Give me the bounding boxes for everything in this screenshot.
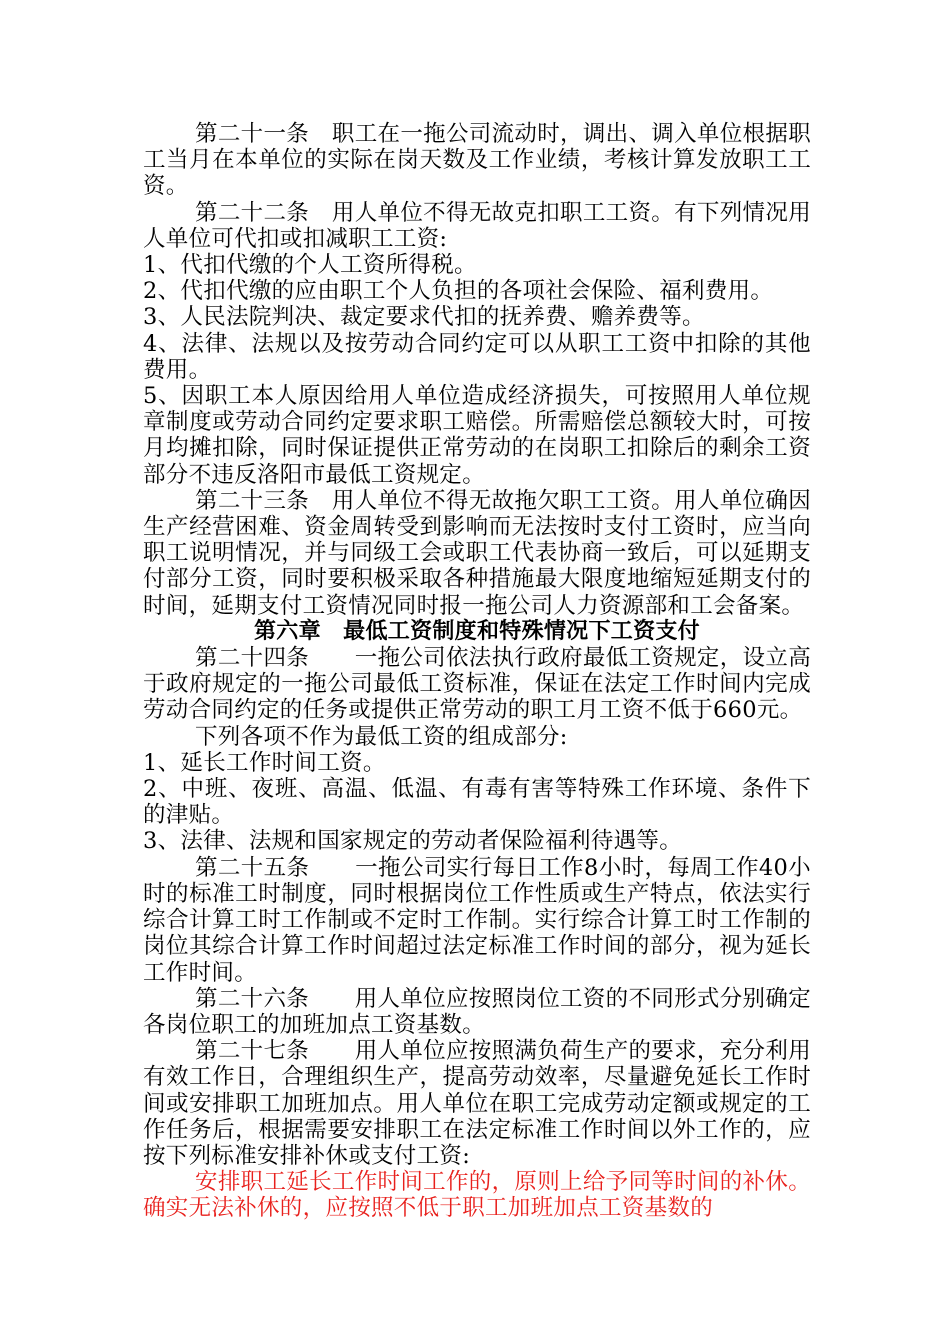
list-item: 2、代扣代缴的应由职工个人负担的各项社会保险、福利费用。: [143, 278, 774, 305]
article-27: 第二十七条 用人单位应按照满负荷生产的要求，充分利用有效工作日，合理组织生产，提高劳动效率，尽量避免延长工作时间或安排职工加班加点。用人单位在职工完成劳动定额或规定的工作任务后，根据需要安排职工在法定标准工作时间以外工作的，应按下列标准安排补休或支付工资:: [143, 1038, 811, 1169]
list-item: 4、法律、法规以及按劳动合同约定可以从职工工资中扣除的其他费用。: [143, 330, 811, 383]
list-item: 3、法律、法规和国家规定的劳动者保险福利待遇等。: [143, 828, 683, 855]
article-25: 第二十五条 一拖公司实行每日工作8小时，每周工作40小时的标准工时制度，同时根据岗位工作性质或生产特点，依法实行综合计算工时工作制或不定时工作制。实行综合计算工时工作制的岗位其综合计算工作时间超过法定标准工作时间的部分，视为延长工作时间。: [143, 854, 811, 986]
list-item: 1、代扣代缴的个人工资所得税。: [143, 252, 477, 279]
list-item: 5、因职工本人原因给用人单位造成经济损失，可按照用人单位规章制度或劳动合同约定要求职工赔偿。所需赔偿总额较大时，可按月均摊扣除，同时保证提供正常劳动的在岗职工扣除后的剩余工资部分不违反洛阳市最低工资规定。: [143, 383, 811, 488]
article-23: 第二十三条 用人单位不得无故拖欠职工工资。用人单位确因生产经营困难、资金周转受到影响而无法按时支付工资时，应当向职工说明情况，并与同级工会或职工代表协商一致后，可以延期支付部分工资，同时要积极采取各种措施最大限度地缩短延期支付的时间，延期支付工资情况同时报一拖公司人力资源部和工会备案。: [143, 487, 811, 619]
chapter-heading: 第六章 最低工资制度和特殊情况下工资支付: [253, 618, 700, 644]
list-item: 1、延长工作时间工资。: [143, 749, 386, 776]
document-body: [143, 121, 811, 1222]
list-item: 2、中班、夜班、高温、低温、有毒有害等特殊工作环境、条件下的津贴。: [143, 776, 811, 829]
article-26: 第二十六条 用人单位应按照岗位工资的不同形式分别确定各岗位职工的加班加点工资基数。: [143, 985, 811, 1038]
article-22: 第二十二条 用人单位不得无故克扣职工工资。有下列情况用人单位可代扣或扣减职工工资:: [143, 199, 811, 252]
article-21: 第二十一条 职工在一拖公司流动时，调出、调入单位根据职工当月在本单位的实际在岗天数及工作业绩，考核计算发放职工工资。: [143, 121, 811, 200]
highlighted-paragraph: 安排职工延长工作时间工作的，原则上给予同等时间的补休。确实无法补休的，应按照不低于职工加班加点工资基数的: [143, 1169, 811, 1222]
exclusions-intro: 下列各项不作为最低工资的组成部分:: [195, 723, 568, 750]
article-24: 第二十四条 一拖公司依法执行政府最低工资规定，设立高于政府规定的一拖公司最低工资标准，保证在法定工作时间内完成劳动合同约定的任务或提供正常劳动的职工月工资不低于660元。: [143, 645, 811, 724]
list-item: 3、人民法院判决、裁定要求代扣的抚养费、赡养费等。: [143, 304, 705, 331]
